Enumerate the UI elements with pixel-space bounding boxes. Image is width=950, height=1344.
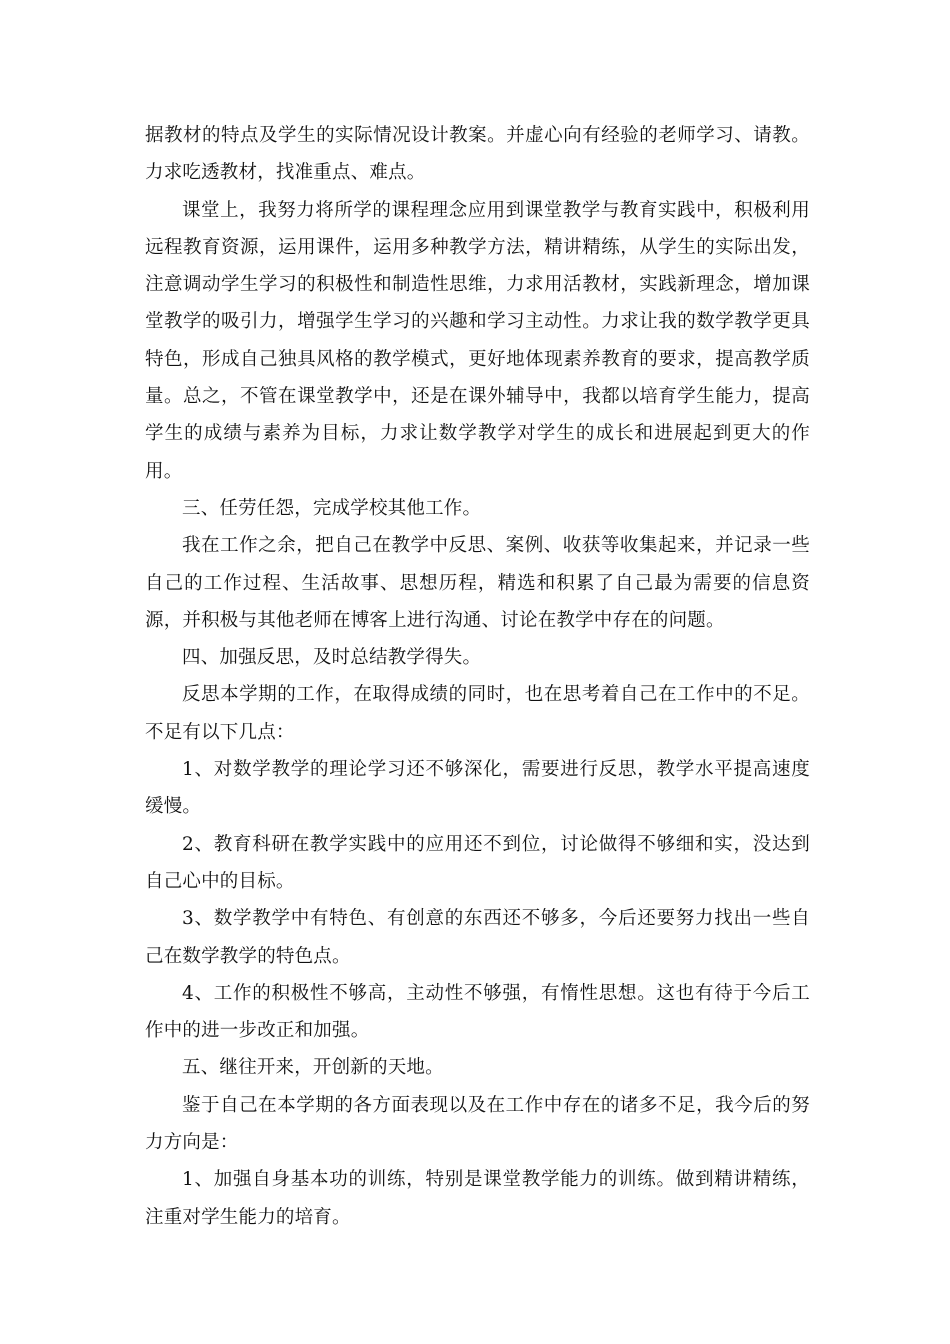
- section-heading: 三、任劳任怨，完成学校其他工作。: [182, 497, 482, 519]
- section-heading: 四、加强反思，及时总结教学得失。: [182, 647, 482, 669]
- paragraph: 我在工作之余，把自己在教学中反思、案例、收获等收集起来，并记录一些自己的工作过程、生活故事、思想历程，精选和积累了自己最为需要的信息资源，并积极与其他老师在博客上进行沟通、讨论在教学中存在的问题。: [145, 535, 810, 631]
- body-text: [145, 117, 810, 1236]
- section-heading: 五、继往开来，开创新的天地。: [182, 1057, 444, 1079]
- list-item: 4、工作的积极性不够高，主动性不够强，有惰性思想。这也有待于今后工作中的进一步改正和加强。: [145, 982, 810, 1042]
- paragraph: 课堂上，我努力将所学的课程理念应用到课堂教学与教育实践中，积极利用远程教育资源，运用课件，运用多种教学方法，精讲精练，从学生的实际出发，注意调动学生学习的积极性和制造性思维，力求用活教材，实践新理念，增加课堂教学的吸引力，增强学生学习的兴趣和学习主动性。力求让我的数学教学更具特色，形成自己独具风格的教学模式，更好地体现素养教育的要求，提高教学质量。总之，不管在课堂教学中，还是在课外辅导中，我都以培育学生能力，提高学生的成绩与素养为目标，力求让数学教学对学生的成长和进展起到更大的作用。: [145, 199, 810, 482]
- list-item: 1、对数学教学的理论学习还不够深化，需要进行反思，教学水平提高速度缓慢。: [145, 759, 810, 818]
- paragraph: 反思本学期的工作，在取得成绩的同时，也在思考着自己在工作中的不足。不足有以下几点：: [145, 684, 810, 743]
- list-item: 2、教育科研在教学实践中的应用还不到位，讨论做得不够细和实，没达到自己心中的目标。: [145, 833, 810, 892]
- list-item: 1、加强自身基本功的训练，特别是课堂教学能力的训练。做到精讲精练，注重对学生能力的培育。: [145, 1169, 810, 1228]
- paragraph: 据教材的特点及学生的实际情况设计教案。并虚心向有经验的老师学习、请教。力求吃透教材，找准重点、难点。: [145, 125, 810, 184]
- paragraph: 鉴于自己在本学期的各方面表现以及在工作中存在的诸多不足，我今后的努力方向是：: [145, 1094, 810, 1154]
- list-item: 3、数学教学中有特色、有创意的东西还不够多，今后还要努力找出一些自己在数学教学的特色点。: [145, 908, 810, 967]
